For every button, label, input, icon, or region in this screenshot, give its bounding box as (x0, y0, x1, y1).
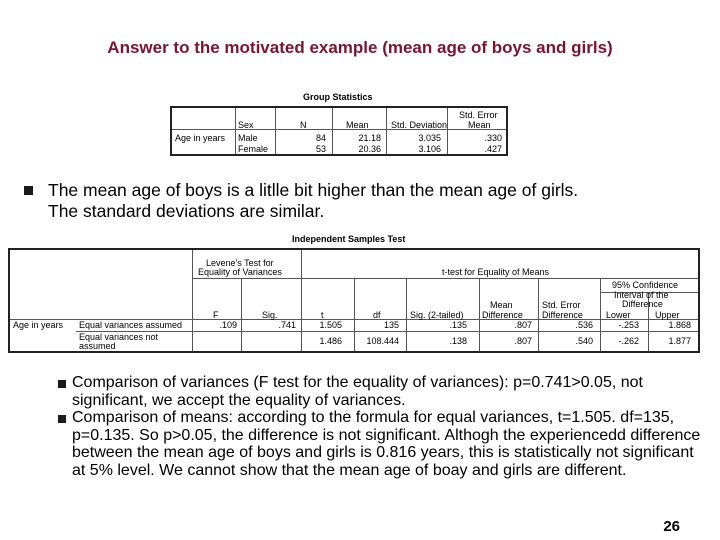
independent-samples-caption: Independent Samples Test (292, 234, 406, 244)
col-mean: Mean (346, 120, 369, 130)
main-bullet-line1: The mean age of boys is a litlle bit higher than the mean age of girls. (48, 180, 579, 200)
col-sig2: Sig. (2-tailed) (410, 310, 464, 320)
col-t: t (321, 310, 324, 320)
slide-title: Answer to the motivated example (mean age of boys and girls) (107, 38, 613, 57)
ci-header-2: Interval of the (614, 290, 669, 300)
bullet-square-icon (24, 186, 33, 195)
independent-samples-grid (8, 248, 700, 353)
col-sex: Sex (238, 120, 254, 130)
row2-sig2: .138 (449, 336, 467, 346)
row2-label-2: assumed (79, 341, 116, 351)
sub-bullet-square-icon (58, 380, 66, 388)
row1-upper: 1.868 (668, 320, 691, 330)
page-number: 26 (663, 518, 680, 535)
row2-df: 108.444 (366, 336, 399, 346)
row-label: Age in years (13, 320, 64, 330)
col-se-2: Difference (542, 310, 583, 320)
col-f: F (213, 310, 219, 320)
col-sd: Std. Deviation (391, 120, 448, 130)
row2-upper: 1.877 (668, 336, 691, 346)
col-sig: Sig. (262, 310, 278, 320)
row1-sig2: .135 (449, 320, 467, 330)
col-sem-1: Std. Error (459, 110, 498, 120)
row1-se: .536 (575, 320, 593, 330)
row2-md: .807 (514, 336, 532, 346)
sub-bullet-list (72, 374, 702, 479)
col-lower: Lower (606, 310, 631, 320)
col-upper: Upper (655, 310, 680, 320)
row-male-sd: 3.035 (418, 133, 441, 143)
row1-md: .807 (514, 320, 532, 330)
sub-bullet-means: Comparison of means: according to the formula for equal variances, t=1.505. df=135, p=0.135. So p>0.05, the difference is not significant. Althogh the experiencedd difference between the mean age of boys and girls is 0.816 years, this is statistically not significant at 5% level. We cannot show that the mean age of boay and girls are different. (72, 409, 701, 479)
row-male-sex: Male (238, 133, 258, 143)
row1-label: Equal variances assumed (79, 320, 183, 330)
main-bullet-line2: The standard deviations are similar. (48, 201, 325, 221)
row2-se: .540 (575, 336, 593, 346)
main-bullet (48, 180, 708, 222)
col-se-1: Std. Error (542, 300, 581, 310)
row-female-sem: .427 (484, 144, 502, 154)
row2-label-1: Equal variances not (79, 332, 159, 342)
group-statistics-grid (170, 106, 508, 156)
row1-lower: -.253 (618, 320, 639, 330)
row-female-n: 53 (315, 144, 326, 154)
group-statistics-caption: Group Statistics (303, 92, 373, 102)
row1-df: 135 (383, 320, 399, 330)
row1-sig: .741 (278, 320, 296, 330)
ci-header-1: 95% Confidence (612, 280, 679, 290)
row-label: Age in years (175, 133, 226, 143)
row-female-sex: Female (238, 144, 269, 154)
row-female-mean: 20.36 (358, 144, 381, 154)
col-sem-2: Mean (468, 120, 491, 130)
sub-bullet-variances: Comparison of variances (F test for the equality of variances): p=0.741>0.05, not significant, we accept the equality of variances. (72, 374, 643, 409)
levene-header-2: Equality of Variances (198, 267, 282, 277)
row-male-sem: .330 (484, 133, 502, 143)
levene-header-1: Levene's Test for (206, 258, 274, 268)
row-male-mean: 21.18 (358, 133, 381, 143)
row2-lower: -.262 (618, 336, 639, 346)
sub-bullet-square-icon (58, 415, 66, 423)
row2-t: 1.486 (319, 336, 342, 346)
ttest-header: t-test for Equality of Means (442, 267, 550, 277)
col-md-2: Difference (482, 310, 523, 320)
row-male-n: 84 (315, 133, 326, 143)
ci-header-3: Difference (622, 299, 663, 309)
row1-t: 1.505 (319, 320, 342, 330)
col-md-1: Mean (490, 300, 513, 310)
col-n: N (300, 120, 307, 130)
col-df: df (373, 310, 381, 320)
row-female-sd: 3.106 (418, 144, 441, 154)
row1-f: .109 (219, 320, 237, 330)
